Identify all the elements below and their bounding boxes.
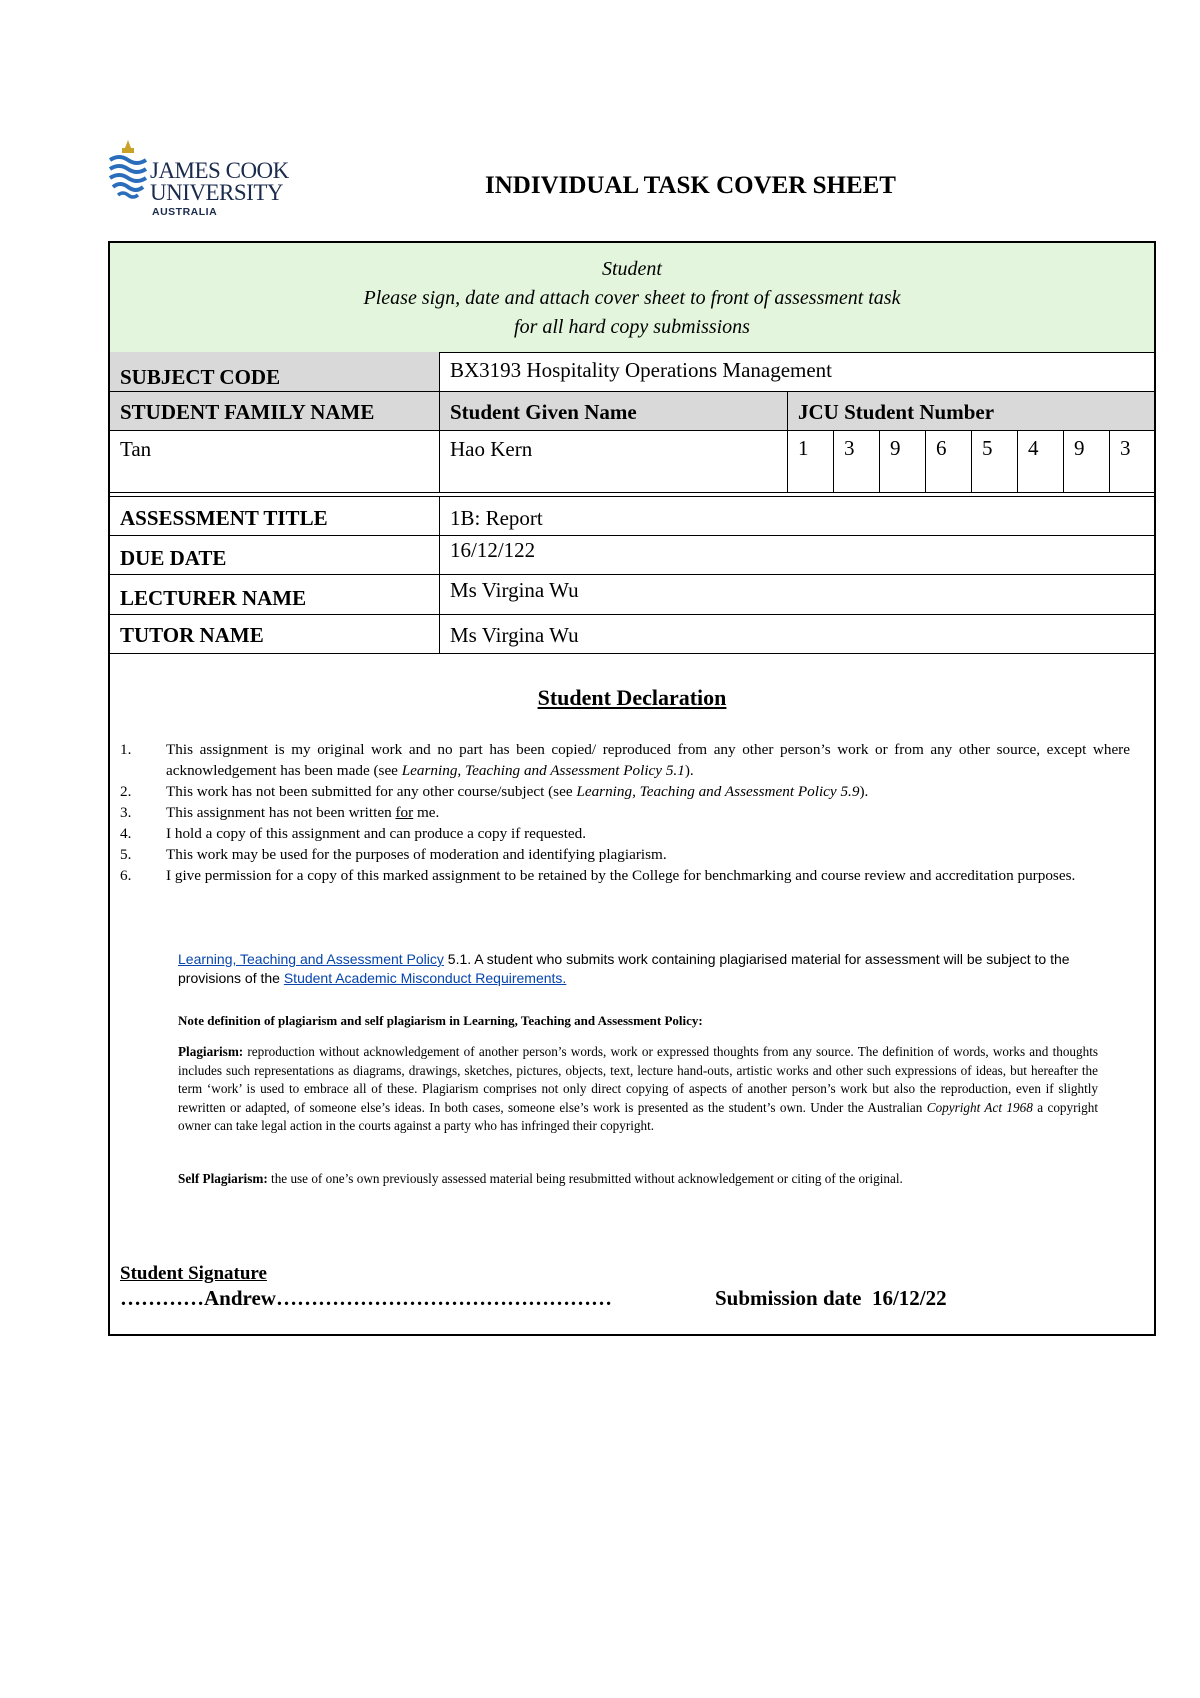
page-title: INDIVIDUAL TASK COVER SHEET [485, 172, 896, 199]
subject-code-row [110, 352, 1154, 392]
due-date-value: 16/12/122 [450, 538, 536, 562]
lecturer-name-value: Ms Virgina Wu [450, 578, 579, 602]
subject-code-value: BX3193 Hospitality Operations Management [450, 358, 833, 382]
student-number-digit: 1 [788, 431, 834, 492]
tutor-name-value: Ms Virgina Wu [450, 623, 579, 647]
due-date-row [110, 536, 1154, 575]
declaration-item: 2. This work has not been submitted for any other course/subject (see Learning, Teaching and Assessment Policy 5.9). [120, 783, 869, 800]
declaration-title: Student Declaration [537, 685, 727, 710]
policy-link[interactable]: Learning, Teaching and Assessment Policy [178, 951, 444, 967]
header-line-1: Student [602, 258, 662, 280]
student-values-row [110, 431, 1154, 493]
student-number-digit: 9 [880, 431, 926, 492]
plagiarism-definition: Plagiarism: reproduction without acknowledgement of another person’s words, work or expressed thoughts from any source. The definition of words, works and thoughts includes such representations as diagrams, drawings, sketches, pictures, objects, text, lecture hand-outs, artistic works and other such expressions of ideas, but hereafter the term ‘work’ is used to embrace all of these. Plagiarism comprises not only direct copying of aspects of another person’s work but also the reproduction, even if slightly rewritten or adapted, of someone else’s ideas. In both cases, someone else’s work is presented as the student’s own. Under the Australian Copyright Act 1968 a copyright owner can take legal action in the courts against a party who has infringed their copyright. [178, 1044, 1099, 1133]
self-plagiarism-definition: Self Plagiarism: the use of one’s own previously assessed material being resubmitted without acknowledgement or citing of the original. [178, 1171, 903, 1186]
logo-wordmark: JAMES COOK UNIVERSITY [150, 158, 289, 205]
assessment-title-row [110, 496, 1154, 536]
plagiarism-note-heading: Note definition of plagiarism and self plagiarism in Learning, Teaching and Assessment Policy: [178, 1013, 703, 1028]
student-number-digit: 5 [972, 431, 1018, 492]
submission-date [715, 1286, 947, 1311]
declaration-item: 4. I hold a copy of this assignment and can produce a copy if requested. [120, 825, 587, 842]
assessment-title-label: ASSESSMENT TITLE [110, 497, 440, 535]
family-name-label: STUDENT FAMILY NAME [110, 392, 440, 430]
tutor-name-label: TUTOR NAME [110, 615, 440, 653]
student-number-label: JCU Student Number [798, 400, 995, 424]
declaration-item: 3. This assignment has not been written for me. [120, 804, 440, 821]
submission-date-value: 16/12/22 [871, 1286, 947, 1310]
tutor-row [110, 615, 1154, 654]
declaration-item: 5. This work may be used for the purposes of moderation and identifying plagiarism. [120, 846, 667, 863]
university-crest-icon [108, 138, 148, 208]
student-number-digit: 6 [926, 431, 972, 492]
student-header-row [110, 392, 1154, 431]
student-number-digit: 3 [834, 431, 880, 492]
student-number-digit: 9 [1064, 431, 1110, 492]
misconduct-link[interactable]: Student Academic Misconduct Requirements. [283, 970, 567, 986]
instructions-header [110, 243, 1154, 353]
submission-date-label: Submission date [715, 1286, 862, 1310]
header-line-3: for all hard copy submissions [514, 316, 750, 338]
assessment-title-value: 1B: Report [450, 506, 543, 530]
subject-code-label: SUBJECT CODE [110, 352, 440, 391]
declaration-item: 6. I give permission for a copy of this marked assignment to be retained by the College for benchmarking and course review and accreditation purposes. [120, 867, 1076, 884]
policy-paragraph: Learning, Teaching and Assessment Policy 5.1. A student who submits work containing plagiarised material for assessment will be subject to the provisions of the Student Academic Misconduct Requirements. [178, 951, 1070, 986]
due-date-label: DUE DATE [110, 536, 440, 574]
lecturer-row [110, 575, 1154, 615]
declaration-item: 1. This assignment is my original work and no part has been copied/ reproduced from any other person’s work or from any other source, except where acknowledgement has been made (see Learning, Teaching and Assessment Policy 5.1). [120, 741, 1130, 779]
student-number-digit: 4 [1018, 431, 1064, 492]
header-line-2: Please sign, date and attach cover sheet to front of assessment task [363, 287, 901, 309]
lecturer-name-label: LECTURER NAME [110, 575, 440, 614]
given-name-value: Hao Kern [440, 431, 788, 492]
family-name-value: Tan [110, 431, 440, 492]
signature-value: …………Andrew………………………………………… [120, 1286, 612, 1310]
given-name-label: Student Given Name [440, 392, 788, 430]
logo-country: AUSTRALIA [152, 206, 218, 218]
student-number-digit: 3 [1120, 436, 1131, 460]
declaration-list [120, 739, 1130, 886]
university-logo [108, 138, 298, 220]
cover-sheet-form [108, 241, 1156, 1336]
signature-label: Student Signature [120, 1263, 267, 1284]
